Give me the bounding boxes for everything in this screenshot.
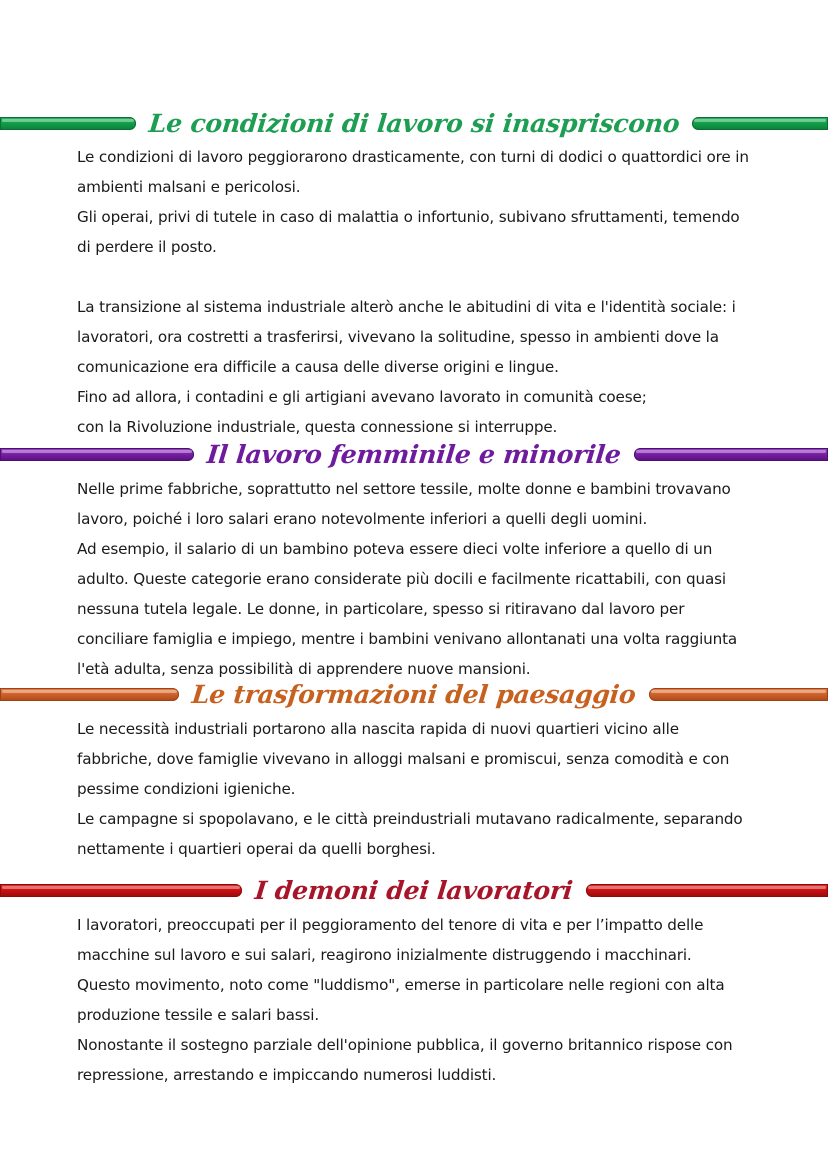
- section-heading: [0, 873, 828, 907]
- heading-rule-right: [649, 688, 828, 701]
- heading-rule-left: [0, 884, 242, 897]
- heading-rule-right: [634, 448, 828, 461]
- section-body-lavoro-femminile-minorile: [77, 474, 757, 684]
- section-heading: [0, 677, 828, 711]
- section-title: Le trasformazioni del paesaggio: [190, 679, 638, 709]
- paragraph: Le necessità industriali portarono alla nascita rapida di nuovi quartieri vicino alle fabbriche, dove famiglie vivevano in alloggi malsani e promiscui, senza comodità e con pessime condizioni igieniche.: [77, 720, 730, 798]
- section-demoni-lavoratori: [0, 873, 828, 907]
- section-body-condizioni-lavoro: [77, 142, 757, 442]
- paragraph: Le condizioni di lavoro peggiorarono drasticamente, con turni di dodici o quattordici ore in ambienti malsani e pericolosi.: [77, 148, 749, 196]
- paragraph: I lavoratori, preoccupati per il peggioramento del tenore di vita e per l’impatto delle macchine sul lavoro e sui salari, reagirono inizialmente distruggendo i macchinari.: [77, 916, 704, 964]
- section-heading: [0, 106, 828, 140]
- section-heading: [0, 437, 828, 471]
- paragraph: Nelle prime fabbriche, soprattutto nel settore tessile, molte donne e bambini trovavano lavoro, poiché i loro salari erano notevolmente inferiori a quelli degli uomini.: [77, 480, 731, 528]
- paragraph: Fino ad allora, i contadini e gli artigiani avevano lavorato in comunità coese;: [77, 388, 647, 406]
- section-body-trasformazioni-paesaggio: [77, 714, 757, 864]
- heading-rule-sheen: [2, 450, 192, 453]
- section-title: I demoni dei lavoratori: [253, 875, 575, 905]
- section-body-demoni-lavoratori: [77, 910, 757, 1090]
- section-trasformazioni-paesaggio: [0, 677, 828, 711]
- paragraph: La transizione al sistema industriale alterò anche le abitudini di vita e l'identità sociale: i lavoratori, ora costretti a trasferirsi, vivevano la solitudine, spesso in ambienti dove la comunicazione era difficile a causa delle diverse origini e lingue.: [77, 298, 736, 376]
- section-condizioni-lavoro: [0, 106, 828, 140]
- heading-rule-right: [586, 884, 828, 897]
- heading-rule-left: [0, 688, 179, 701]
- heading-rule-right: [692, 117, 828, 130]
- paragraph: con la Rivoluzione industriale, questa connessione si interruppe.: [77, 418, 558, 436]
- heading-rule-left: [0, 117, 136, 130]
- paragraph: Nonostante il sostegno parziale dell'opinione pubblica, il governo britannico rispose con repressione, arrestando e impiccando numerosi luddisti.: [77, 1036, 733, 1084]
- heading-rule-left: [0, 448, 194, 461]
- paragraph: Le campagne si spopolavano, e le città preindustriali mutavano radicalmente, separando nettamente i quartieri operai da quelli borghesi.: [77, 810, 743, 858]
- heading-rule-sheen: [694, 119, 826, 122]
- paragraph: Ad esempio, il salario di un bambino poteva essere dieci volte inferiore a quello di un adulto. Queste categorie erano considerate più docili e facilmente ricattabili, con quasi nessuna tutela legale. Le donne, in particolare, spesso si ritiravano dal lavoro per conciliare famiglia e impiego, mentre i bambini venivano allontanati una volta raggiunta l'età adulta, senza possibilità di apprendere nuove mansioni.: [77, 540, 738, 678]
- section-lavoro-femminile-minorile: [0, 437, 828, 471]
- heading-rule-sheen: [2, 886, 240, 889]
- heading-rule-sheen: [2, 690, 177, 693]
- heading-rule-sheen: [588, 886, 826, 889]
- paragraph: Gli operai, privi di tutele in caso di malattia o infortunio, subivano sfruttamenti, temendo di perdere il posto.: [77, 208, 740, 256]
- section-title: Il lavoro femminile e minorile: [205, 439, 623, 469]
- paragraph: Questo movimento, noto come "luddismo", emerse in particolare nelle regioni con alta produzione tessile e salari bassi.: [77, 976, 725, 1024]
- heading-rule-sheen: [651, 690, 826, 693]
- heading-rule-sheen: [2, 119, 134, 122]
- section-title: Le condizioni di lavoro si inaspriscono: [147, 108, 681, 138]
- heading-rule-sheen: [636, 450, 826, 453]
